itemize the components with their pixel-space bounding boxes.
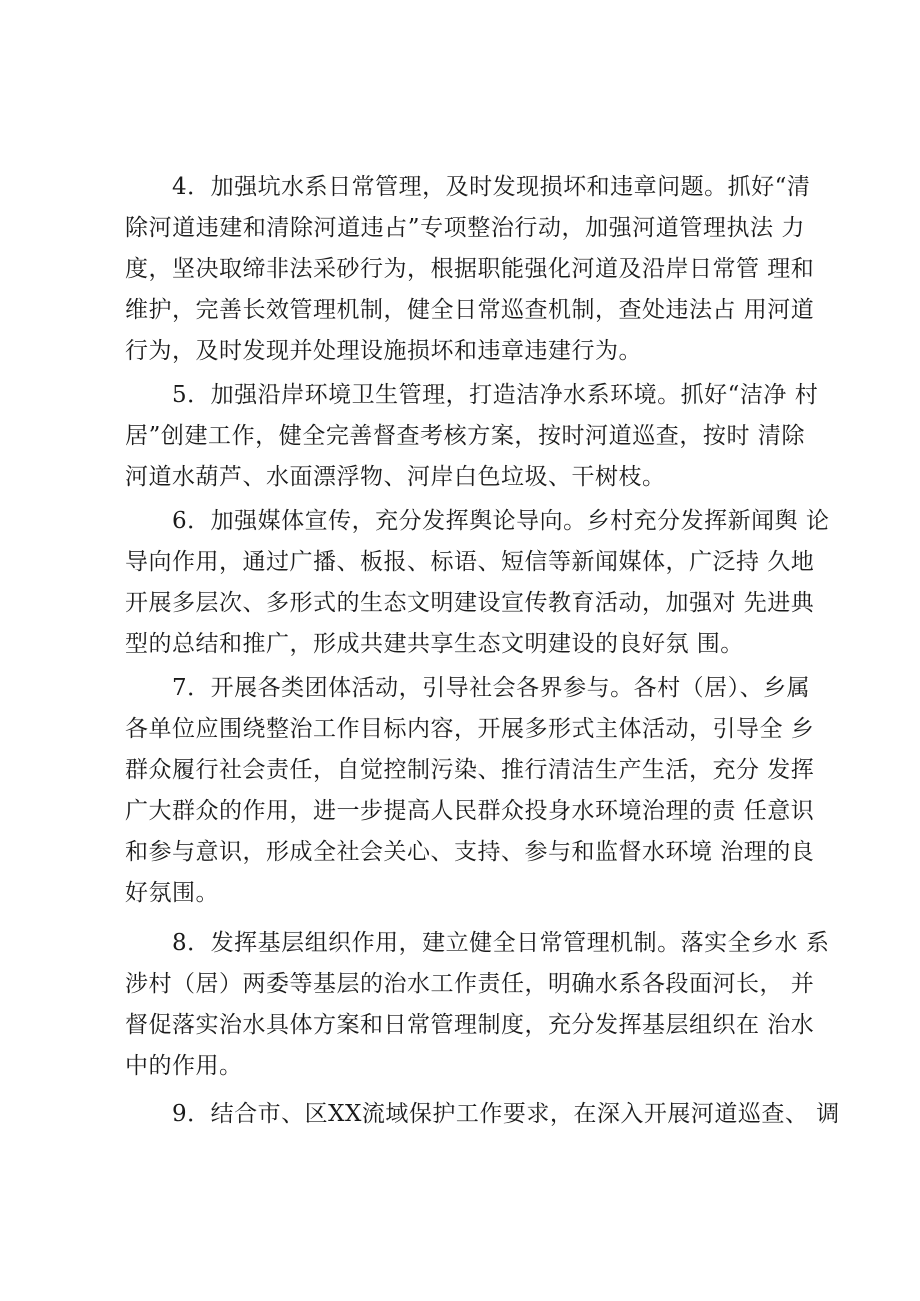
text-line: 广大群众的作用，进一步提高人民群众投身水环境治理的责 任意识: [125, 798, 815, 824]
text-line: 4．加强坑水系日常管理，及时发现损坏和违章问题。抓好“清: [172, 174, 811, 200]
text-line: 行为，及时发现并处理设施损坏和违章违建行为。: [125, 338, 642, 364]
text-line: 型的总结和推广，形成共建共享生态文明建设的良好氛 围。: [125, 631, 744, 657]
text-line: 7．开展各类团体活动，引导社会各界参与。各村（居）、乡属: [172, 675, 811, 701]
text-line: 除河道违建和清除河道违占”专项整治行动，加强河道管理执法 力: [125, 215, 805, 241]
text-line: 6．加强媒体宣传，充分发挥舆论导向。乡村充分发挥新闻舆 论: [172, 508, 830, 534]
text-line: 9．结合市、区XX流域保护工作要求，在深入开展河道巡查、 调: [172, 1101, 840, 1127]
text-line: 维护，完善长效管理机制，健全日常巡查机制，查处违法占 用河道: [125, 297, 815, 323]
text-line: 督促落实治水具体方案和日常管理制度，充分发挥基层组织在 治水: [125, 1012, 815, 1038]
text-line: 开展多层次、多形式的生态文明建设宣传教育活动，加强对 先进典: [125, 590, 815, 616]
text-line: 度，坚决取缔非法采砂行为，根据职能强化河道及沿岸日常管 理和: [125, 256, 815, 282]
text-line: 导向作用，通过广播、板报、标语、短信等新闻媒体，广泛持 久地: [125, 549, 815, 575]
text-line: 群众履行社会责任，自觉控制污染、推行清洁生产生活，充分 发挥: [125, 757, 815, 783]
text-line: 8．发挥基层组织作用，建立健全日常管理机制。落实全乡水 系: [172, 930, 830, 956]
text-line: 5．加强沿岸环境卫生管理，打造洁净水系环境。抓好“洁净 村: [172, 382, 819, 408]
text-line: 涉村（居）两委等基层的治水工作责任，明确水系各段面河长， 并: [125, 971, 815, 997]
text-line: 各单位应围绕整治工作目标内容，开展多形式主体活动，引导全 乡: [125, 716, 815, 742]
text-line: 居”创建工作，健全完善督查考核方案，按时河道巡查，按时 清除: [125, 423, 805, 449]
text-line: 河道水葫芦、水面漂浮物、河岸白色垃圾、干树枝。: [125, 464, 666, 490]
text-line: 好氛围。: [125, 880, 219, 906]
text-line: 和参与意识，形成全社会关心、支持、参与和监督水环境 治理的良: [125, 839, 815, 865]
text-line: 中的作用。: [125, 1053, 243, 1079]
